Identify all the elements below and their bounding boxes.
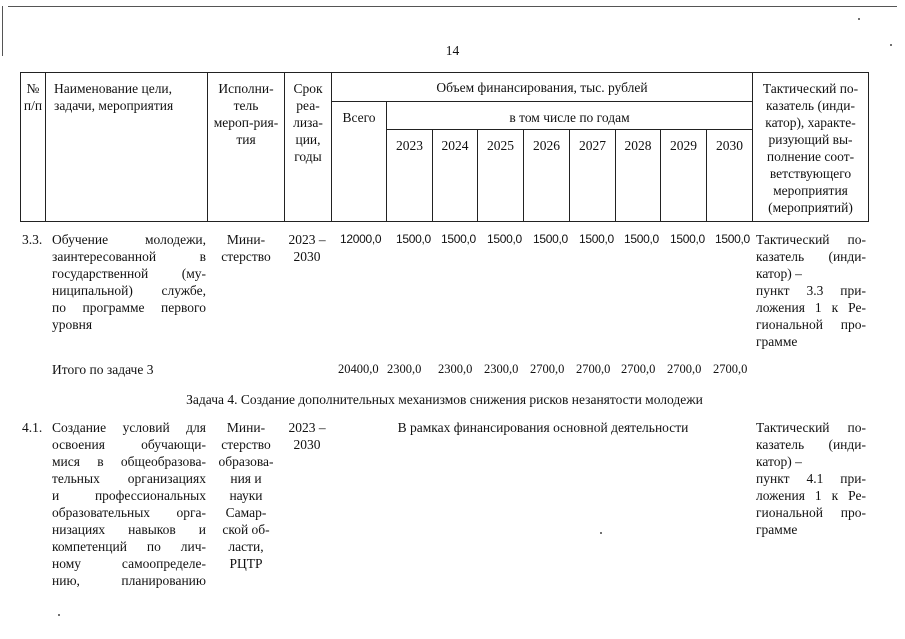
row-year-value: 1500,0: [487, 232, 522, 246]
row-indicator: Тактический по- казатель (инди- катор) – пункт 3.3 при- ложения 1 к Ре- гиональной про- грамме: [756, 232, 866, 349]
row-year-value: 1500,0: [624, 232, 659, 246]
subtotal-label: Итого по задаче 3: [52, 362, 154, 377]
header-year: 2029: [670, 138, 697, 153]
subtotal-year-value: 2700,0: [530, 362, 565, 376]
subtotal-total: 20400,0: [338, 362, 379, 376]
header-indicator: Тактический по- казатель (инди- катор), характе- ризующий вы- полнение соот- ветствующего мероприятия (мероприятий): [762, 81, 859, 215]
row-period: 2023 – 2030: [288, 420, 326, 452]
page-number: 14: [445, 43, 460, 58]
subtotal-year-value: 2700,0: [621, 362, 656, 376]
row-year-value: 1500,0: [579, 232, 614, 246]
header-year: 2025: [487, 138, 514, 153]
header-funding: Объем финансирования, тыс. рублей: [436, 80, 648, 95]
row-year-value: 1500,0: [396, 232, 431, 246]
header-year: 2028: [624, 138, 652, 153]
row-total: 12000,0: [340, 232, 382, 246]
subtotal-year-value: 2700,0: [667, 362, 702, 376]
header-period: Срок реа- лиза- ции, годы: [293, 81, 323, 164]
row-year-value: 1500,0: [670, 232, 705, 246]
row-name: Создание условий для освоения обучающи- мися в общеобразова- тельных организациях и профессиональных образовательных орга- низациях навыков и компетенций по лич- ному самоопределе- нию, планированию: [52, 420, 206, 588]
row-year-value: 1500,0: [533, 232, 568, 246]
row-indicator: Тактический по- казатель (инди- катор) – пункт 4.1 при- ложения 1 к Ре- гиональной про- грамме: [756, 420, 866, 537]
subtotal-year-value: 2300,0: [438, 362, 473, 376]
header-year: 2027: [579, 138, 606, 153]
subtotal-year-value: 2300,0: [387, 362, 422, 376]
row-executor: Мини- стерство: [221, 232, 271, 264]
header-year: 2026: [533, 138, 560, 153]
scan-speck: [600, 532, 602, 534]
row-year-value: 1500,0: [441, 232, 476, 246]
row-year-value: 1500,0: [715, 232, 750, 246]
header-year: 2024: [441, 138, 469, 153]
header-total: Всего: [342, 110, 376, 125]
header-year: 2030: [716, 138, 743, 153]
scan-top-border: [8, 6, 897, 7]
scan-speck: [58, 614, 60, 616]
row-funding-note: В рамках финансирования основной деятельности: [397, 420, 689, 435]
row-executor: Мини- стерство образова- ния и науки Самар- ской об- ласти, РЦТР: [218, 420, 274, 571]
row-number: 3.3.: [22, 232, 43, 247]
subtotal-year-value: 2700,0: [576, 362, 611, 376]
header-executor: Исполни- тель мероп-рия- тия: [213, 81, 279, 147]
scan-speck: [858, 18, 860, 20]
task-heading: Задача 4. Создание дополнительных механизмов снижения рисков незанятости молодежи: [186, 392, 703, 407]
row-period: 2023 – 2030: [288, 232, 326, 264]
header-by-year: в том числе по годам: [509, 110, 630, 125]
header-num: № п/п: [23, 81, 43, 113]
subtotal-year-value: 2700,0: [713, 362, 748, 376]
header-name: Наименование цели, задачи, мероприятия: [54, 81, 174, 113]
subtotal-year-value: 2300,0: [484, 362, 519, 376]
row-number: 4.1.: [22, 420, 43, 435]
header-year: 2023: [396, 138, 423, 153]
table-header: [20, 72, 869, 222]
row-name: Обучение молодежи, заинтересованной в государственной (му- ниципальной) службе, по программе первого уровня: [52, 232, 206, 332]
